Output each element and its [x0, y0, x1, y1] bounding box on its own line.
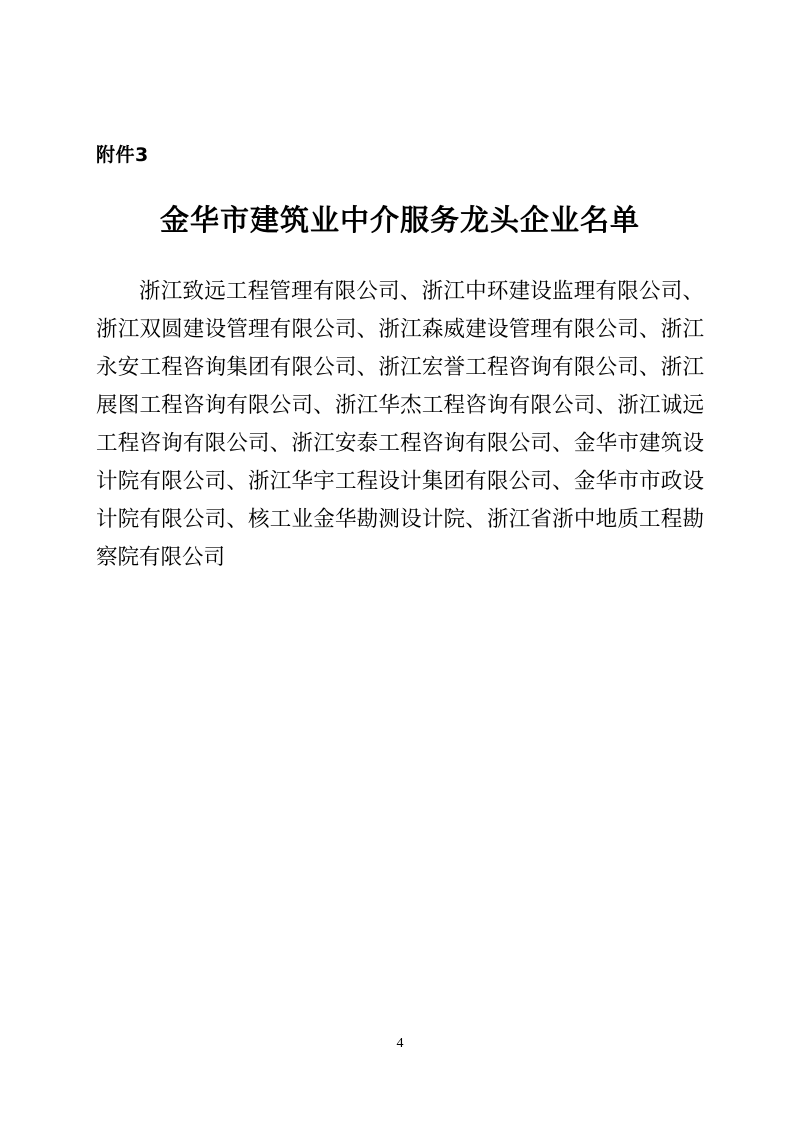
company-list-paragraph: 浙江致远工程管理有限公司、浙江中环建设监理有限公司、浙江双圆建设管理有限公司、浙江森威建设管理有限公司、浙江永安工程咨询集团有限公司、浙江宏誉工程咨询有限公司、浙江展图工程咨询有限公司、浙江华杰工程咨询有限公司、浙江诚远工程咨询有限公司、浙江安泰工程咨询有限公司、金华市建筑设计院有限公司、浙江华宇工程设计集团有限公司、金华市市政设计院有限公司、核工业金华勘测设计院、浙江省浙中地质工程勘察院有限公司	[96, 279, 704, 569]
page-title: 金华市建筑业中介服务龙头企业名单	[159, 203, 640, 237]
page-number: 4	[396, 1036, 404, 1051]
document-body	[96, 272, 704, 576]
attachment-label: 附件3	[96, 144, 149, 166]
